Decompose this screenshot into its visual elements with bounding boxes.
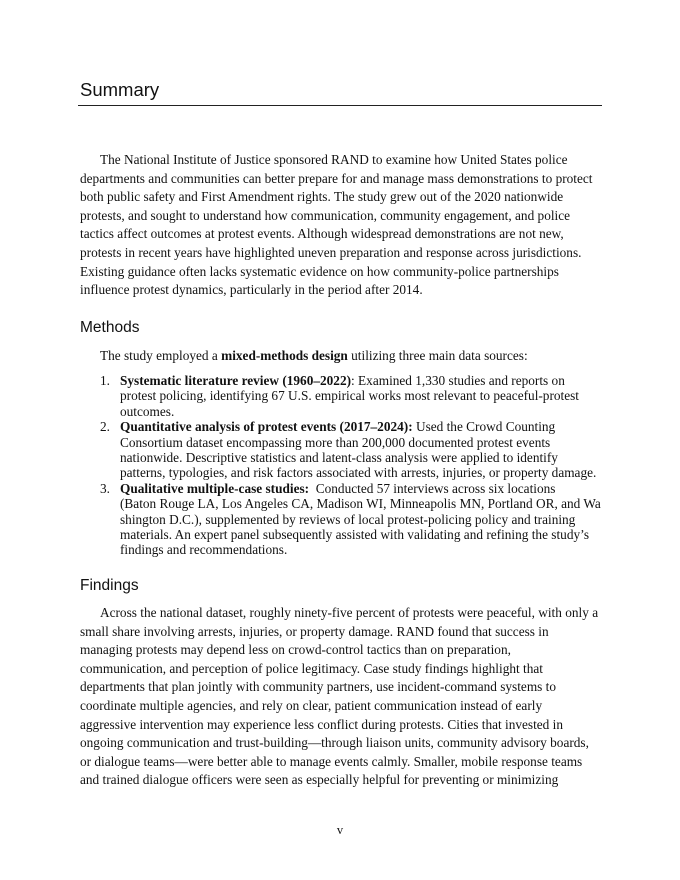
page-title: Summary (80, 79, 160, 100)
paragraph-line: departments that plan jointly with community partners, use incident-command systems to (80, 679, 557, 695)
list-number: 2. (100, 419, 110, 435)
list-item-line: Consortium dataset encompassing more than 200,000 documented protest events (120, 434, 551, 450)
methods-intro-text-end: utilizing three main data sources: (347, 348, 528, 363)
paragraph-line: coordinate multiple agencies, and rely on clear, patient communication instead of early (80, 697, 543, 713)
methods-intro (100, 347, 528, 364)
findings-heading: Findings (80, 577, 139, 594)
paragraph-line: Across the national dataset, roughly ninety-five percent of protests were peaceful, with only a (100, 605, 599, 620)
list-number: 1. (100, 373, 110, 388)
paragraph-line: protests in recent years have highlighted uneven preparation and response across jurisdictions. (80, 244, 582, 260)
paragraph-line: or dialogue teams—were better able to manage events calmly. Smaller, mobile response teams (80, 753, 583, 769)
list-item-text: Conducted 57 interviews across six locations (309, 480, 556, 496)
paragraph-line: influence protest dynamics, particularly in the period after 2014. (80, 282, 423, 298)
paragraph-line: protests, and sought to understand how communication, community engagement, and police (80, 207, 571, 223)
paragraph-line: communication, and perception of police legitimacy. Case study findings highlight that (80, 660, 543, 676)
methods-intro-text: The study employed a (100, 348, 222, 363)
list-item (80, 481, 605, 558)
title-rule (78, 105, 602, 106)
list-item-line: protest policing, identifying 67 U.S. empirical works most relevant to peaceful-protest (120, 388, 580, 404)
paragraph-line: tactics affect outcomes at protest events. Although widespread demonstrations are not new, (80, 226, 564, 242)
list-item-line: nationwide. Descriptive statistics and latent-class analysis were applied to identify (120, 450, 558, 466)
list-item-line: outcomes. (120, 403, 175, 419)
paragraph-line: and trained dialogue officers were seen as especially helpful for preventing or minimizing (80, 772, 559, 788)
paragraph-line: departments and communities can better prepare for and manage mass demonstrations to protect (80, 170, 593, 186)
methods-intro-bold: mixed-methods design (221, 348, 348, 363)
paragraph-line: ongoing communication and trust-building—through liaison units, community advisory boards, (80, 735, 589, 751)
list-item-line: materials. An expert panel subsequently assisted with validating and refining the study’s (120, 527, 589, 543)
list-item-first-line (120, 419, 605, 434)
paragraph-line: Existing guidance often lacks systematic evidence on how community-police partnerships (80, 263, 559, 279)
list-item-bold: Quantitative analysis of protest events (2017–2024): (120, 419, 413, 435)
paragraph-line: small share involving arrests, injuries, or property damage. RAND found that success in (80, 623, 549, 639)
list-item-bold: Systematic literature review (1960–2022) (120, 373, 352, 388)
paragraph-line: The National Institute of Justice sponsored RAND to examine how United States police (100, 152, 568, 167)
list-item-line: shington D.C.), supplemented by reviews of local protest-policing policy and training (120, 511, 576, 527)
list-item (80, 419, 605, 481)
list-item-first-line (120, 481, 605, 496)
paragraph-line: managing protests may depend less on crowd-control tactics than on preparation, (80, 642, 511, 658)
list-item-line: findings and recommendations. (120, 542, 288, 558)
methods-list (80, 373, 605, 558)
findings-paragraph (80, 604, 605, 790)
page-number: v (336, 823, 344, 837)
list-item-line: patterns, typologies, and risk factors associated with arrests, injuries, or property damage. (120, 465, 597, 481)
paragraph-line: both public safety and First Amendment rights. The study grew out of the 2020 nationwide (80, 189, 564, 205)
list-item-text: Used the Crowd Counting (412, 419, 556, 435)
list-item-bold: Qualitative multiple-case studies: (120, 480, 310, 496)
paragraph-line: aggressive intervention may experience less conflict during protests. Cities that invested in (80, 716, 563, 732)
list-item (80, 373, 605, 419)
list-number: 3. (100, 480, 110, 496)
intro-paragraph (80, 151, 605, 300)
methods-heading: Methods (80, 319, 140, 336)
list-item-text: : Examined 1,330 studies and reports on (351, 373, 565, 388)
list-item-first-line (120, 373, 605, 388)
list-item-line: (Baton Rouge LA, Los Angeles CA, Madison WI, Minneapolis MN, Portland OR, and Wa (120, 496, 601, 512)
